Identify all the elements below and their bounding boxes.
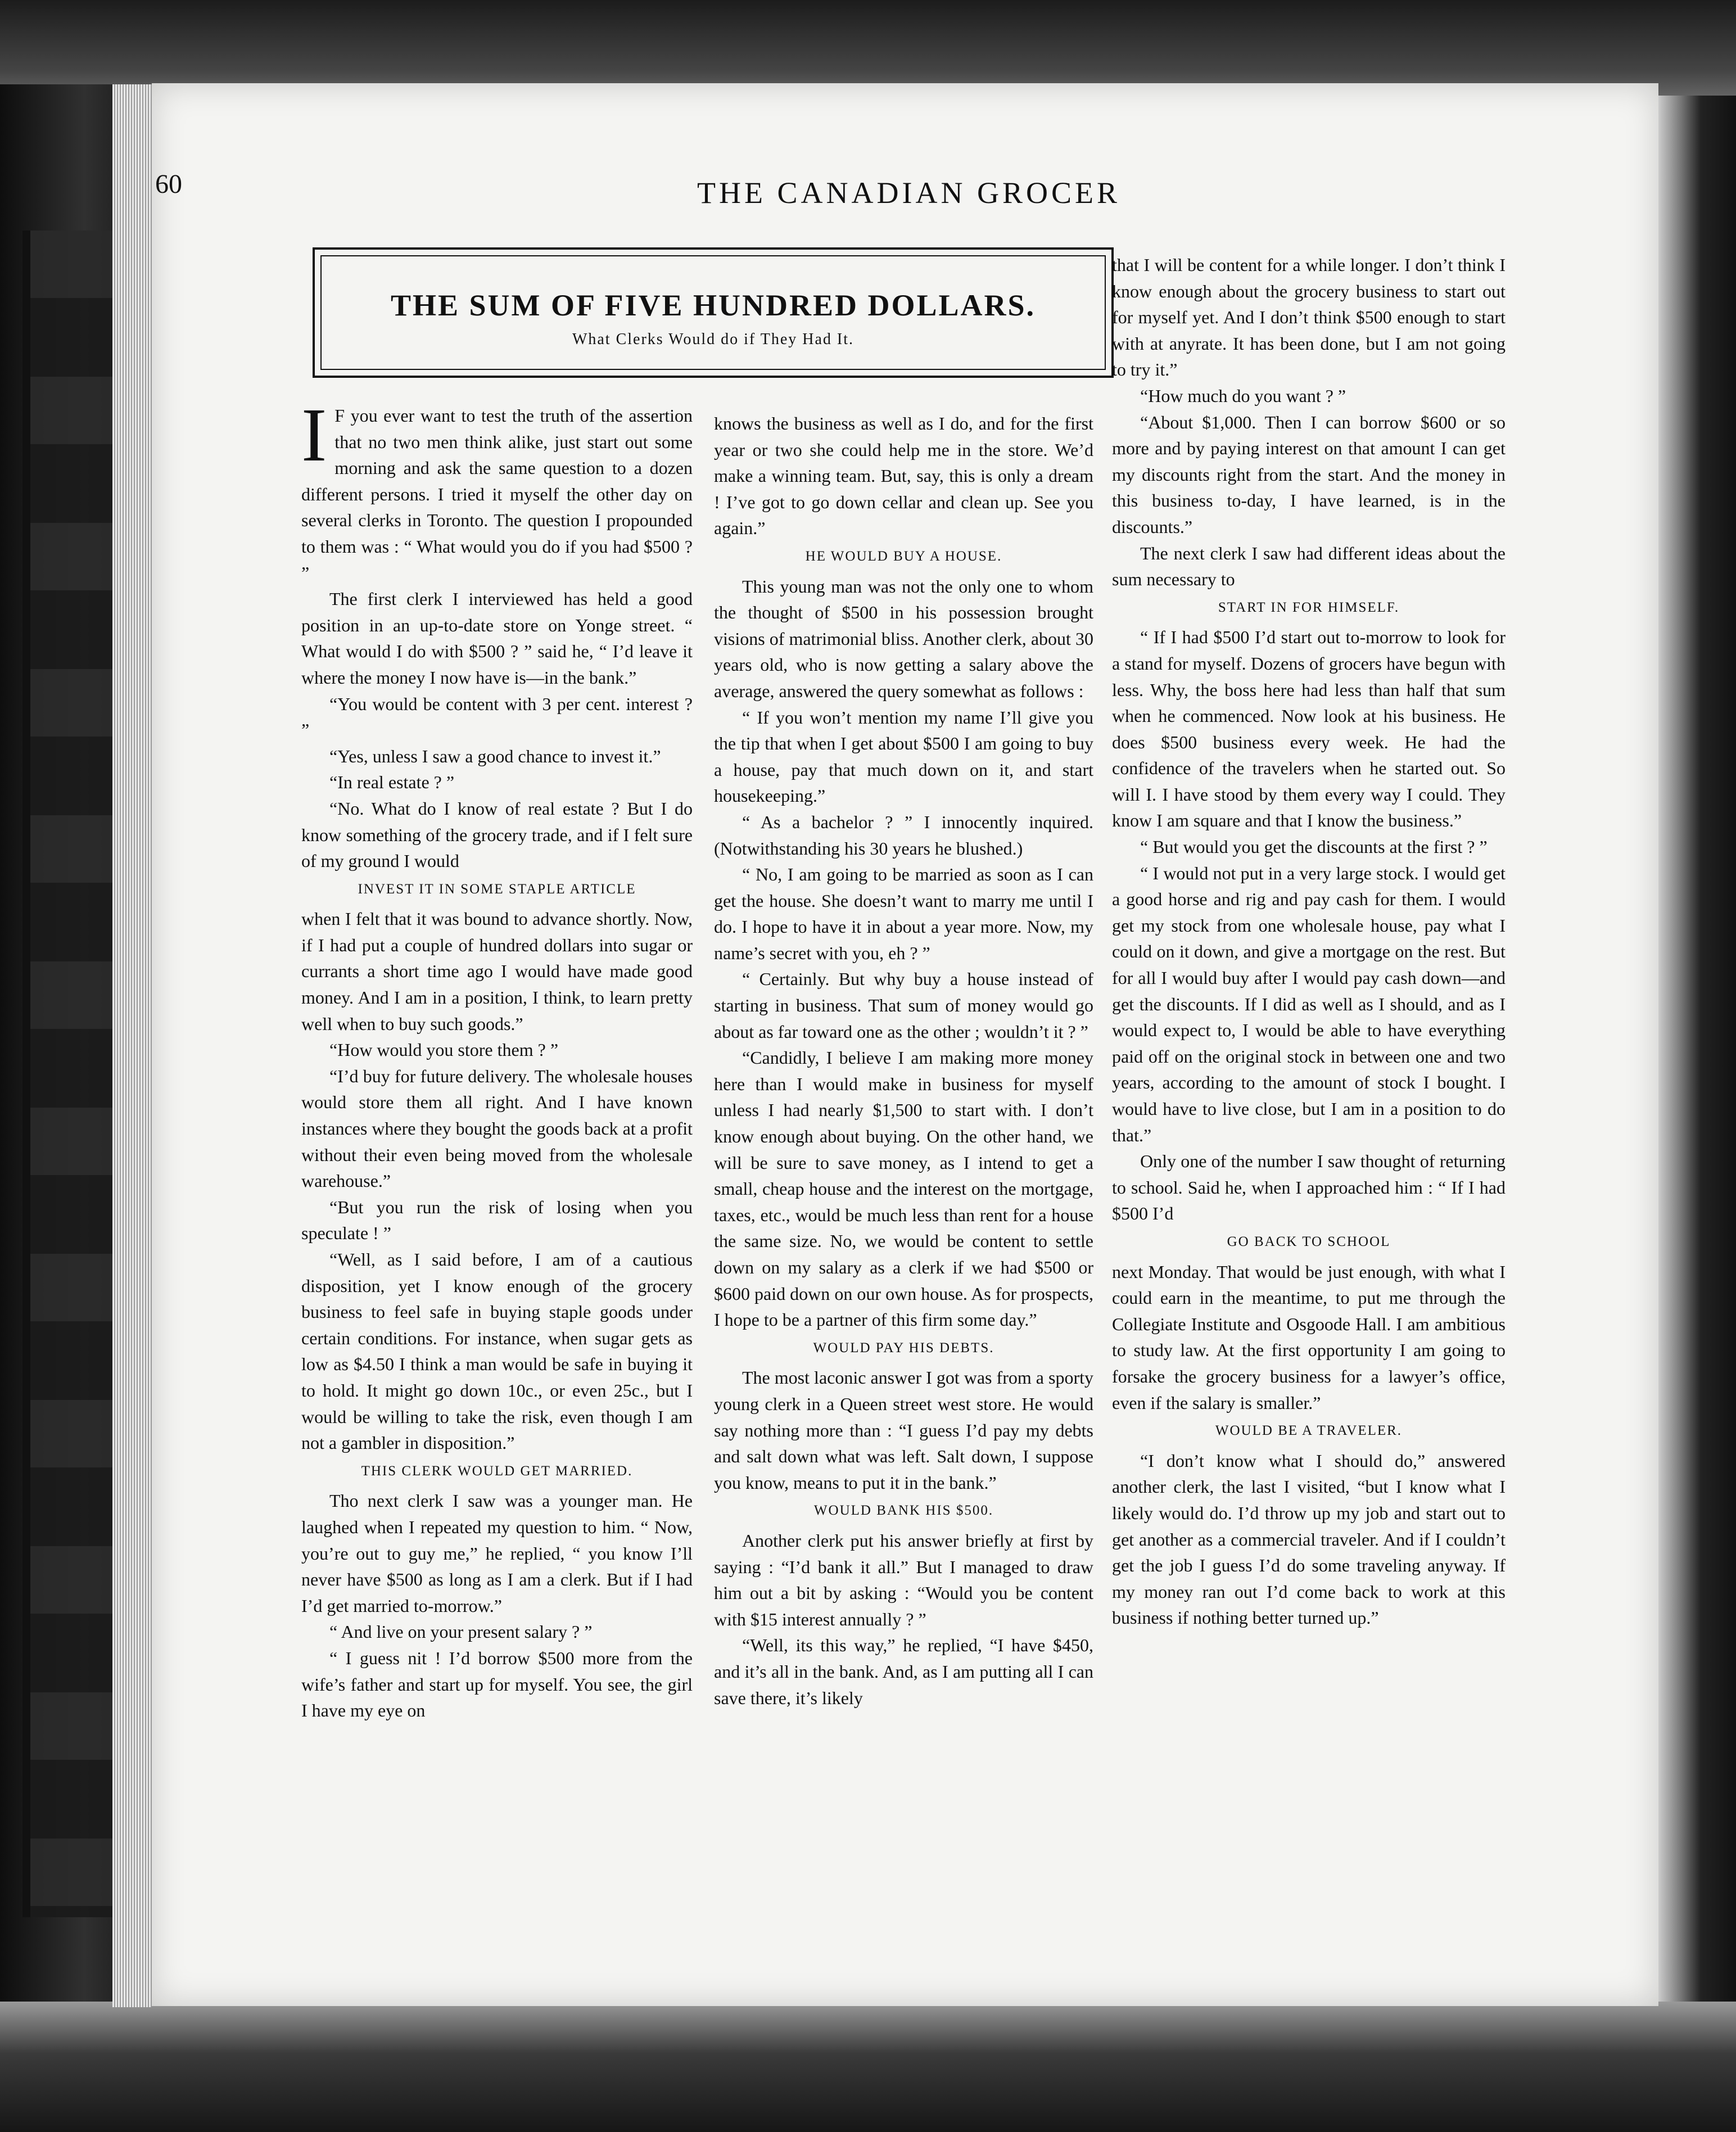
section-heading: WOULD BANK HIS $500. [813, 1503, 994, 1519]
paragraph: “ If you won’t mention my name I’ll give you the tip that when I get about $500 I am going to buy a house, pay that much down on it, and start housekeeping.” [714, 707, 1093, 806]
paragraph: knows the business as well as I do, and for the first year or two she could help me in the store. We’d make a winning team. But, say, this is only a dream ! I’ve got to go down cellar and clean up. See you again.” [714, 413, 1093, 539]
drop-cap: I [301, 393, 327, 477]
paragraph: Only one of the number I saw thought of returning to school. Said he, when I approached him : “ If I had $500 I’d [1112, 1151, 1506, 1224]
paragraph: “Yes, unless I saw a good chance to invest it.” [329, 746, 661, 766]
paragraph: “ If I had $500 I’d start out to-morrow to look for a stand for myself. Dozens of grocers have begun with less. Why, the boss here had less than half that sum when he commenced. Now look at his business. He does $500 business every week. He had the confidence of the travelers when he started out. So will I. I have stood by them every way I could. They know I am square and that I know the business.” [1112, 627, 1506, 831]
column-1 [301, 393, 693, 1724]
section-heading: WOULD PAY HIS DEBTS. [813, 1340, 994, 1356]
paragraph: “No. What do I know of real estate ? But I do know something of the grocery trade, and if I felt sure of my ground I would [301, 798, 693, 871]
paragraph: The most laconic answer I got was from a sporty young clerk in a Queen street west store. He would say nothing more than : “I guess I’d pay my debts and salt down what was left. Salt down, I suppose you know, means to put it in the bank.” [714, 1367, 1093, 1493]
paragraph: “ Certainly. But why buy a house instead of starting in business. That sum of money would go about as far toward one as the other ; wouldn’t it ? ” [714, 969, 1093, 1042]
section-heading: HE WOULD BUY A HOUSE. [805, 548, 1002, 564]
section-heading: WOULD BE A TRAVELER. [1215, 1423, 1403, 1439]
paragraph: “Well, as I said before, I am of a cautious disposition, yet I know enough of the grocery business to feel safe in buying staple goods under certain conditions. For instance, when sugar gets as low as $4.50 I think a man would be safe in buying it to hold. It might go down 10c., or even 25c., but I would be willing to take the risk, even though I am not a gambler in disposition.” [301, 1249, 693, 1453]
paragraph: “ I guess nit ! I’d borrow $500 more from the wife’s father and start up for myself. You see, the girl I have my eye on [301, 1647, 693, 1721]
section-heading: START IN FOR HIMSELF. [1218, 599, 1400, 615]
paragraph: “In real estate ? ” [329, 772, 455, 793]
paragraph: “Candidly, I believe I am making more money here than I would make in business for myself unless I had nearly $1,500 to start with. I don’t know enough about buying. On the other hand, we will be sure to save money, as I intend to get a small, cheap house and the interest on the mortgage, taxes, etc., would be much less than rent for a house the same size. No, we would be content to settle down on my salary as a clerk if we had $500 or $600 paid down on our own house. As for prospects, I hope to be a partner of this firm some day.” [714, 1047, 1093, 1330]
column-3 [1112, 252, 1506, 1631]
page-edges [112, 84, 152, 2007]
paragraph: “About $1,000. Then I can borrow $600 or so more and by paying interest on that amount I can get my discounts right from the start. And the money in this business to-day, I have learned, is in the discounts.” [1112, 412, 1506, 537]
article-subtitle: What Clerks Would do if They Had It. [572, 331, 855, 348]
paragraph: “But you run the risk of losing when you speculate ! ” [301, 1196, 693, 1244]
paragraph: “How would you store them ? ” [329, 1040, 559, 1060]
paragraph: “ I would not put in a very large stock. I would get a good horse and rig and pay cash for them. I would get my stock from one wholesale house, pay what I could on it down, and give a mortgage on the rest. But for all I would buy after I would pay cash down—and get the discounts. If I did as well as I should, and as I would expect to, I would be able to have everything paid off on the original stock in between one and two years, according to the amount of stock I bought. I would have to live close, but I am in a position to do that.” [1112, 862, 1506, 1145]
paragraph: “Well, its this way,” he replied, “I have $450, and it’s all in the bank. And, as I am putting all I can save there, it’s likely [714, 1635, 1093, 1708]
paragraph: “ As a bachelor ? ” I innocently inquired. (Notwithstanding his 30 years he blushed.) [714, 811, 1093, 859]
headline-box-inner [320, 255, 1106, 370]
paragraph: “I don’t know what I should do,” answered another clerk, the last I visited, “but I know what I likely would do. I’d throw up my job and start out to get another as a commercial traveler. And if I couldn’t get the job I guess I’d do some traveling anyway. If my money ran out I’d come back to work at this business if nothing better turned up.” [1112, 1450, 1506, 1628]
paragraph: when I felt that it was bound to advance shortly. Now, if I had put a couple of hundred dollars into sugar or currants a short time ago I would have made good money. And I am in a position, I think, to learn pretty well when to buy such goods.” [301, 909, 693, 1034]
section-heading: GO BACK TO SCHOOL [1227, 1234, 1391, 1249]
paragraph: “I’d buy for future delivery. The wholesale houses would store them all right. And I have known instances where they bought the goods back at a profit without their even being moved from the wholesale warehouse.” [301, 1065, 693, 1191]
scan-bottom-shadow [0, 2002, 1736, 2132]
paragraph: “ No, I am going to be married as soon as I can get the house. She doesn’t want to marry me until I do. I hope to have it in about a year more. Now, my name’s secret with you, eh ? ” [714, 864, 1093, 963]
headline-box [313, 247, 1114, 378]
paragraph-text: F you ever want to test the truth of the assertion that no two men think alike, just start out some morning and ask the same question to a dozen different persons. I tried it myself the other day on several clerks in Toronto. The question I propounded to them was : “ What would you do if you had $500 ? ” [301, 405, 693, 583]
paragraph: Tho next clerk I saw was a younger man. He laughed when I repeated my question to him. “ Now, you’re out to guy me,” he replied, “ you know I’ll never have $500 as long as I am a clerk. But if I had I’d get married to-morrow.” [301, 1490, 693, 1616]
paragraph: “How much do you want ? ” [1140, 385, 1346, 406]
paragraph: “ But would you get the discounts at the first ? ” [1140, 837, 1488, 857]
scan-right-edge [1657, 96, 1736, 2063]
paragraph: Another clerk put his answer briefly at first by saying : “I’d bank it all.” But I managed to draw him out a bit by asking : “Would you be content with $15 interest annually ? ” [714, 1530, 1093, 1629]
paragraph: The next clerk I saw had different ideas about the sum necessary to [1112, 543, 1506, 590]
paragraph: next Monday. That would be just enough, with what I could earn in the meantime, to put me through the Collegiate Institute and Osgoode Hall. I am ambitious to study law. At the first opportunity I am going to forsake the grocery business for a lawyer’s office, even if the salary is smaller.” [1112, 1261, 1506, 1413]
paragraph: This young man was not the only one to whom the thought of $500 in his possession brought visions of matrimonial bliss. Another clerk, about 30 years old, who is now getting a salary above the average, answered the query somewhat as follows : [714, 576, 1093, 701]
paragraph [301, 393, 693, 586]
paragraph: “You would be content with 3 per cent. interest ? ” [301, 693, 693, 740]
running-head: THE CANADIAN GROCER [697, 176, 1120, 210]
paragraph: The first clerk I interviewed has held a good position in an up-to-date store on Yonge street. “ What would I do with $500 ? ” said he, “ I’d leave it where the money I now have is—in the bank.” [301, 589, 693, 688]
column-2 [714, 410, 1093, 1711]
section-heading: INVEST IT IN SOME STAPLE ARTICLE [358, 881, 636, 897]
paragraph: that I will be content for a while longer. I don’t think I know enough about the grocery business to start out for myself yet. And I don’t think $500 enough to start with at anyrate. It has been done, but I am not going to try it.” [1112, 255, 1506, 380]
section-heading: THIS CLERK WOULD GET MARRIED. [361, 1463, 633, 1479]
page-number: 60 [155, 169, 182, 199]
article-title: THE SUM OF FIVE HUNDRED DOLLARS. [390, 288, 1036, 322]
paragraph: “ And live on your present salary ? ” [329, 1621, 593, 1642]
